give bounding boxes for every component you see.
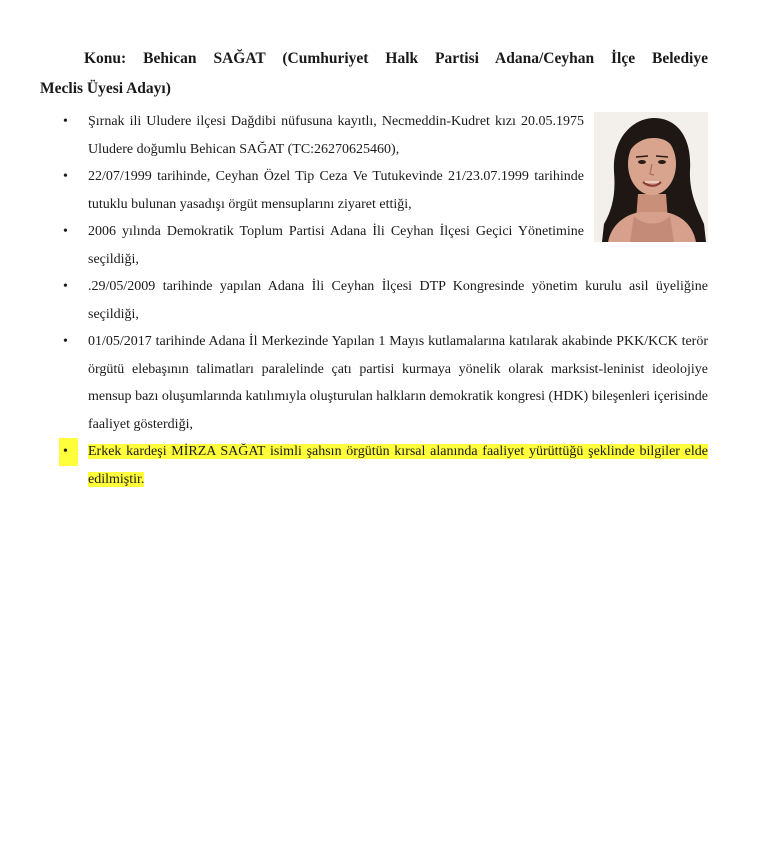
bullet-marker: • xyxy=(63,114,68,129)
bullet-marker: • xyxy=(63,279,68,294)
subject-line-1: Konu: Behican SAĞAT (Cumhuriyet Halk Partisi Adana/Ceyhan İlçe Belediye xyxy=(84,50,708,67)
list-item-text: Şırnak ili Uludere ilçesi Dağdibi nüfusuna kayıtlı, Necmeddin-Kudret kızı 20.05.1975 Uludere doğumlu Behican SAĞAT (TC:26270625460), xyxy=(88,114,584,157)
list-item xyxy=(0,273,770,328)
list-item xyxy=(0,163,770,218)
bullet-marker: • xyxy=(63,169,68,184)
bullet-marker: • xyxy=(63,224,68,239)
list-item xyxy=(0,328,770,438)
list-item-text: 22/07/1999 tarihinde, Ceyhan Özel Tip Ceza Ve Tutukevinde 21/23.07.1999 tarihinde tutuklu bulunan yasadışı örgüt mensuplarını ziyaret ettiği, xyxy=(88,169,584,212)
list-item xyxy=(0,108,770,163)
bullet-list xyxy=(0,108,770,493)
subject-line-2: Meclis Üyesi Adayı) xyxy=(40,80,171,97)
highlighted-list-item xyxy=(0,438,770,493)
list-item xyxy=(0,218,770,273)
list-item-text: .29/05/2009 tarihinde yapılan Adana İli Ceyhan İlçesi DTP Kongresinde yönetim kurulu asil üyeliğine seçildiği, xyxy=(88,279,708,322)
bullet-marker: • xyxy=(63,334,68,349)
subject-heading xyxy=(40,44,708,104)
highlighted-text: Erkek kardeşi MİRZA SAĞAT isimli şahsın örgütün kırsal alanında faaliyet yürüttüğü şeklinde bilgiler elde edilmiştir. xyxy=(88,444,708,487)
list-item-text: 01/05/2017 tarihinde Adana İl Merkezinde Yapılan 1 Mayıs kutlamalarına katılarak akabinde PKK/KCK terör örgütü elebaşının talimatları paralelinde çatı partisi kurmaya yönelik olarak marksist-leninist ideolojiye mensup bazı oluşumlarında katılımıyla oluşturulan halkların demokratik kongresi (HDK) bileşenleri içerisinde faaliyet gösterdiği, xyxy=(88,334,708,432)
bullet-marker: • xyxy=(59,438,78,466)
list-item-text: 2006 yılında Demokratik Toplum Partisi Adana İli Ceyhan İlçesi Geçici Yönetimine seçildiği, xyxy=(88,224,584,267)
